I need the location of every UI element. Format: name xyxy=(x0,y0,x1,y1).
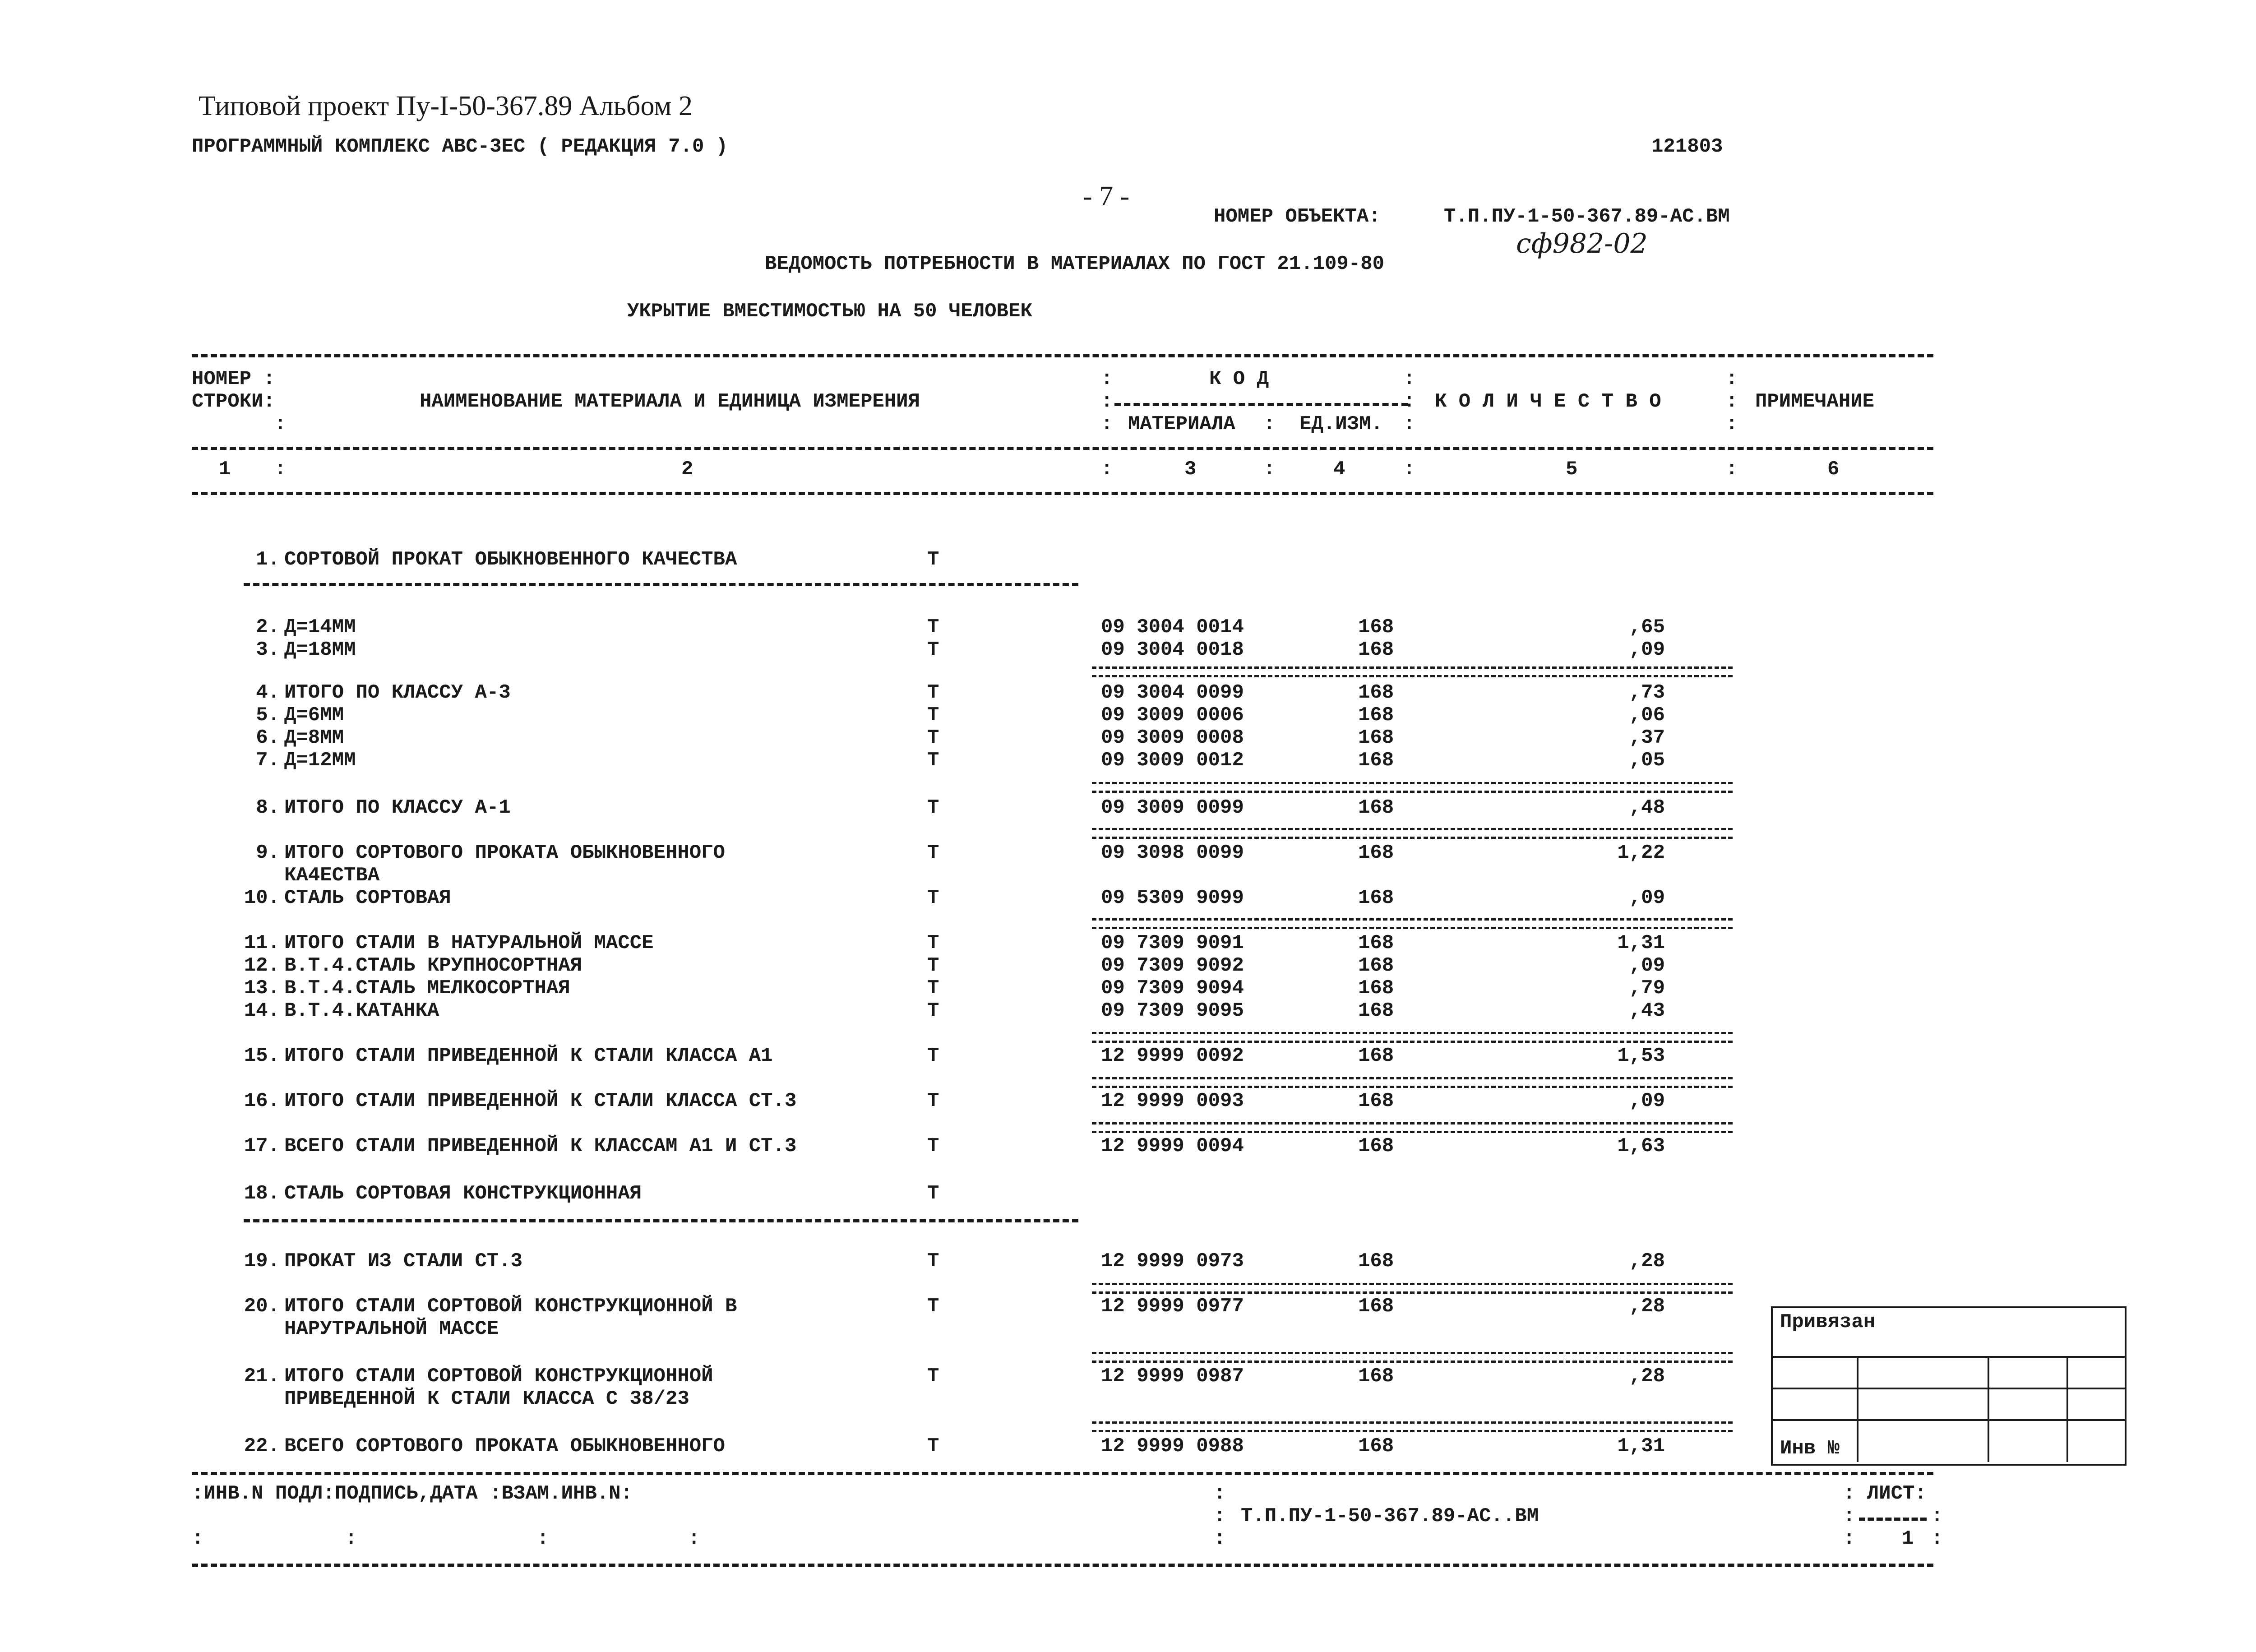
unit-code: 168 xyxy=(1358,704,1394,727)
material-name: Д=14ММ xyxy=(284,616,356,639)
unit-of-measure: Т xyxy=(927,887,939,909)
unit-of-measure: Т xyxy=(927,1182,939,1205)
row-number: 16. xyxy=(244,1090,280,1112)
column-name: НАИМЕНОВАНИЕ МАТЕРИАЛА И ЕДИНИЦА ИЗМЕРЕНИЯ xyxy=(420,390,920,413)
column-number-5: 5 xyxy=(1566,458,1578,481)
subtotal-rule xyxy=(1092,1077,1733,1088)
row-number: 8. xyxy=(256,796,280,819)
column-unit: ЕД.ИЗМ. xyxy=(1299,413,1383,435)
subtotal-rule xyxy=(1092,1032,1733,1043)
subtotal-rule xyxy=(1092,828,1733,839)
code-divider xyxy=(1114,403,1408,406)
subtotal-rule xyxy=(1092,782,1733,793)
material-code: 12 9999 0977 xyxy=(1101,1295,1244,1318)
column-separator: : xyxy=(1214,1527,1226,1550)
quantity-value: ,43 xyxy=(1629,1000,1665,1022)
unit-of-measure: Т xyxy=(927,681,939,704)
handwritten-code: сф982-02 xyxy=(1516,228,1648,259)
unit-code: 168 xyxy=(1358,681,1394,704)
column-separator: : xyxy=(1101,390,1113,413)
column-separator: : xyxy=(345,1527,357,1550)
column-separator: : xyxy=(274,413,287,435)
unit-of-measure: Т xyxy=(927,1090,939,1112)
unit-code: 168 xyxy=(1358,1135,1394,1157)
material-code: 12 9999 0973 xyxy=(1101,1250,1244,1273)
row-number: 22. xyxy=(244,1435,280,1458)
unit-code: 168 xyxy=(1358,1045,1394,1067)
material-code: 09 3004 0018 xyxy=(1101,639,1244,661)
column-separator: : xyxy=(1843,1505,1855,1527)
column-separator: : xyxy=(1101,413,1113,435)
row-number: 21. xyxy=(244,1365,280,1388)
column-number-6: 6 xyxy=(1827,458,1840,481)
signature-fields: :ИНВ.N ПОДЛ:ПОДПИСЬ,ДАТА :ВЗАМ.ИНВ.N: xyxy=(192,1482,633,1505)
row-number: 1. xyxy=(256,548,280,571)
material-code: 09 3009 0099 xyxy=(1101,796,1244,819)
stamp-line xyxy=(1771,1388,2125,1389)
quantity-value: ,09 xyxy=(1629,639,1665,661)
material-code: 09 5309 9099 xyxy=(1101,887,1244,909)
sheet-label: : ЛИСТ: xyxy=(1843,1482,1927,1505)
row-number: 2. xyxy=(256,616,280,639)
row-number: 7. xyxy=(256,749,280,772)
column-separator: : xyxy=(1263,458,1276,481)
row-number: 15. xyxy=(244,1045,280,1067)
column-separator: : xyxy=(537,1527,549,1550)
quantity-value: ,06 xyxy=(1629,704,1665,727)
unit-code: 168 xyxy=(1358,842,1394,864)
unit-of-measure: Т xyxy=(927,616,939,639)
header-bottom-rule xyxy=(192,492,1933,495)
unit-code: 168 xyxy=(1358,1250,1394,1273)
material-code: 12 9999 0988 xyxy=(1101,1435,1244,1458)
material-code: 09 3004 0099 xyxy=(1101,681,1244,704)
row-number: 5. xyxy=(256,704,280,727)
material-code: 12 9999 0093 xyxy=(1101,1090,1244,1112)
unit-code: 168 xyxy=(1358,954,1394,977)
unit-of-measure: Т xyxy=(927,639,939,661)
unit-code: 168 xyxy=(1358,616,1394,639)
unit-code: 168 xyxy=(1358,749,1394,772)
material-name: В.Т.4.СТАЛЬ КРУПНОСОРТНАЯ xyxy=(284,954,582,977)
material-code: 09 7309 9095 xyxy=(1101,1000,1244,1022)
unit-code: 168 xyxy=(1358,1295,1394,1318)
material-name: ПРОКАТ ИЗ СТАЛИ СТ.3 xyxy=(284,1250,523,1273)
column-quantity: К О Л И Ч Е С Т В О xyxy=(1435,390,1661,413)
sheet-divider xyxy=(1859,1518,1927,1521)
row-number: 10. xyxy=(244,887,280,909)
column-material: МАТЕРИАЛА xyxy=(1128,413,1235,435)
stamp-line xyxy=(1771,1356,2125,1358)
quantity-value: ,09 xyxy=(1629,887,1665,909)
stamp-line xyxy=(1857,1356,1858,1462)
unit-of-measure: Т xyxy=(927,1295,939,1318)
quantity-value: ,65 xyxy=(1629,616,1665,639)
row-number: 14. xyxy=(244,1000,280,1022)
column-separator: : xyxy=(1403,458,1415,481)
quantity-value: ,09 xyxy=(1629,1090,1665,1112)
quantity-value: ,79 xyxy=(1629,977,1665,1000)
material-name: ИТОГО ПО КЛАССУ А-3 xyxy=(284,681,511,704)
unit-of-measure: Т xyxy=(927,1435,939,1458)
column-separator: : xyxy=(1101,458,1113,481)
material-code: 12 9999 0987 xyxy=(1101,1365,1244,1388)
column-separator: : xyxy=(1403,413,1415,435)
quantity-value: ,48 xyxy=(1629,796,1665,819)
unit-of-measure: Т xyxy=(927,727,939,749)
subtotal-rule xyxy=(1092,1421,1733,1432)
material-code: 09 7309 9094 xyxy=(1101,977,1244,1000)
stamp-title: Привязан xyxy=(1780,1311,1876,1333)
material-name: Д=12ММ xyxy=(284,749,356,772)
material-name: СТАЛЬ СОРТОВАЯ КОНСТРУКЦИОННАЯ xyxy=(284,1182,642,1205)
column-row-no-1: НОМЕР : xyxy=(192,368,275,390)
quantity-value: 1,31 xyxy=(1617,1435,1665,1458)
unit-of-measure: Т xyxy=(927,749,939,772)
column-code: К О Д xyxy=(1209,368,1269,390)
column-separator: : xyxy=(1403,390,1415,413)
unit-of-measure: Т xyxy=(927,842,939,864)
material-name: Д=8ММ xyxy=(284,727,344,749)
material-code: 12 9999 0094 xyxy=(1101,1135,1244,1157)
material-name: ИТОГО СТАЛИ ПРИВЕДЕННОЙ К СТАЛИ КЛАССА А1 xyxy=(284,1045,773,1067)
column-separator: : xyxy=(1403,368,1415,390)
material-code: 09 3009 0008 xyxy=(1101,727,1244,749)
column-separator: : xyxy=(274,458,287,481)
unit-of-measure: Т xyxy=(927,1045,939,1067)
material-name: ВСЕГО СТАЛИ ПРИВЕДЕННОЙ К КЛАССАМ А1 И СТ.3 xyxy=(284,1135,797,1157)
row-number: 18. xyxy=(244,1182,280,1205)
typical-project-line: Типовой проект Пу-I-50-367.89 Альбом 2 xyxy=(199,91,693,121)
column-separator: : xyxy=(688,1527,700,1550)
unit-code: 168 xyxy=(1358,887,1394,909)
row-number: 9. xyxy=(256,842,280,864)
footer-doc-code: Т.П.ПУ-1-50-367.89-АС..ВМ xyxy=(1241,1505,1539,1527)
page-number: - 7 - xyxy=(1083,181,1130,212)
quantity-value: ,05 xyxy=(1629,749,1665,772)
subtotal-rule xyxy=(1092,1283,1733,1294)
row-number: 12. xyxy=(244,954,280,977)
material-code: 09 3009 0006 xyxy=(1101,704,1244,727)
column-separator: : xyxy=(1726,413,1738,435)
quantity-value: ,28 xyxy=(1629,1365,1665,1388)
unit-code: 168 xyxy=(1358,1435,1394,1458)
column-number-4: 4 xyxy=(1333,458,1345,481)
quantity-value: 1,31 xyxy=(1617,932,1665,954)
row-number: 20. xyxy=(244,1295,280,1318)
unit-of-measure: Т xyxy=(927,704,939,727)
unit-code: 168 xyxy=(1358,639,1394,661)
column-separator: : xyxy=(1263,413,1276,435)
section-underline xyxy=(244,1219,1078,1222)
column-note: ПРИМЕЧАНИЕ xyxy=(1755,390,1875,413)
material-code: 12 9999 0092 xyxy=(1101,1045,1244,1067)
row-number: 13. xyxy=(244,977,280,1000)
material-name: ВСЕГО СОРТОВОГО ПРОКАТА ОБЫКНОВЕННОГО xyxy=(284,1435,725,1458)
unit-code: 168 xyxy=(1358,796,1394,819)
stamp-line xyxy=(1771,1419,2125,1421)
object-value: Т.П.ПУ-1-50-367.89-АС.ВМ xyxy=(1444,205,1730,228)
quantity-value: 1,53 xyxy=(1617,1045,1665,1067)
quantity-value: ,09 xyxy=(1629,954,1665,977)
row-number: 11. xyxy=(244,932,280,954)
stamp-inv: Инв № xyxy=(1780,1437,1840,1460)
material-code: 09 7309 9091 xyxy=(1101,932,1244,954)
unit-of-measure: Т xyxy=(927,548,939,571)
unit-of-measure: Т xyxy=(927,932,939,954)
quantity-value: 1,63 xyxy=(1617,1135,1665,1157)
column-separator: : xyxy=(1726,390,1738,413)
material-name: Д=6ММ xyxy=(284,704,344,727)
unit-code: 168 xyxy=(1358,1000,1394,1022)
material-name: ИТОГО СОРТОВОГО ПРОКАТА ОБЫКНОВЕННОГО xyxy=(284,842,725,864)
material-name-continued: ПРИВЕДЕННОЙ К СТАЛИ КЛАССА С 38/23 xyxy=(284,1388,689,1410)
material-name: ИТОГО СТАЛИ СОРТОВОЙ КОНСТРУКЦИОННОЙ xyxy=(284,1365,713,1388)
object-label: НОМЕР ОБЪЕКТА: xyxy=(1214,205,1381,228)
subtotal-rule xyxy=(1092,918,1733,929)
quantity-value: 1,22 xyxy=(1617,842,1665,864)
column-separator: : xyxy=(1101,368,1113,390)
material-name: ИТОГО ПО КЛАССУ А-1 xyxy=(284,796,511,819)
quantity-value: ,28 xyxy=(1629,1295,1665,1318)
column-number-2: 2 xyxy=(681,458,693,481)
row-number: 17. xyxy=(244,1135,280,1157)
row-number: 3. xyxy=(256,639,280,661)
material-name: В.Т.4.КАТАНКА xyxy=(284,1000,439,1022)
unit-code: 168 xyxy=(1358,977,1394,1000)
column-row-no-2: СТРОКИ: xyxy=(192,390,275,413)
stamp-line xyxy=(1988,1356,1989,1462)
unit-of-measure: Т xyxy=(927,1250,939,1273)
header-mid-rule xyxy=(192,447,1933,450)
column-number-1: 1 xyxy=(219,458,231,481)
column-separator: : xyxy=(192,1527,204,1550)
row-number: 4. xyxy=(256,681,280,704)
material-name-continued: НАРУТРАЛЬНОЙ МАССЕ xyxy=(284,1318,499,1340)
column-separator: : xyxy=(1931,1505,1943,1527)
quantity-value: ,37 xyxy=(1629,727,1665,749)
material-name: ИТОГО СТАЛИ ПРИВЕДЕННОЙ К СТАЛИ КЛАССА СТ.3 xyxy=(284,1090,797,1112)
material-name: Д=18ММ xyxy=(284,639,356,661)
unit-code: 168 xyxy=(1358,1365,1394,1388)
unit-of-measure: Т xyxy=(927,977,939,1000)
material-name-continued: КА4ЕСТВА xyxy=(284,864,380,887)
unit-of-measure: Т xyxy=(927,1000,939,1022)
column-separator: : xyxy=(1931,1527,1943,1550)
sheet-number: 1 xyxy=(1902,1527,1914,1550)
row-number: 19. xyxy=(244,1250,280,1273)
page-subtitle: УКРЫТИЕ ВМЕСТИМОСТЬЮ НА 50 ЧЕЛОВЕК xyxy=(627,300,1032,323)
page-title: ВЕДОМОСТЬ ПОТРЕБНОСТИ В МАТЕРИАЛАХ ПО ГОСТ 21.109-80 xyxy=(765,253,1385,275)
material-code: 09 7309 9092 xyxy=(1101,954,1244,977)
footer-bottom-rule xyxy=(192,1564,1933,1567)
stamp-line xyxy=(2066,1356,2068,1462)
unit-of-measure: Т xyxy=(927,1135,939,1157)
column-separator: : xyxy=(1726,368,1738,390)
material-name: ИТОГО СТАЛИ СОРТОВОЙ КОНСТРУКЦИОННОЙ В xyxy=(284,1295,737,1318)
section-underline xyxy=(244,583,1078,586)
header-top-rule xyxy=(192,354,1933,357)
column-separator: : xyxy=(1214,1505,1226,1527)
unit-of-measure: Т xyxy=(927,954,939,977)
quantity-value: ,73 xyxy=(1629,681,1665,704)
subtotal-rule xyxy=(1092,1352,1733,1363)
column-separator: : xyxy=(1726,458,1738,481)
unit-code: 168 xyxy=(1358,727,1394,749)
program-line: ПРОГРАММНЫЙ КОМПЛЕКС АВС-3ЕС ( РЕДАКЦИЯ 7.0 ) xyxy=(192,135,728,158)
material-code: 09 3098 0099 xyxy=(1101,842,1244,864)
subtotal-rule xyxy=(1092,666,1733,677)
footer-top-rule xyxy=(192,1472,1933,1475)
unit-of-measure: Т xyxy=(927,796,939,819)
subtotal-rule xyxy=(1092,1122,1733,1133)
material-code: 09 3004 0014 xyxy=(1101,616,1244,639)
unit-of-measure: Т xyxy=(927,1365,939,1388)
row-number: 6. xyxy=(256,727,280,749)
unit-code: 168 xyxy=(1358,932,1394,954)
column-separator: : xyxy=(1843,1527,1855,1550)
material-name: ИТОГО СТАЛИ В НАТУРАЛЬНОЙ МАССЕ xyxy=(284,932,654,954)
material-name: СТАЛЬ СОРТОВАЯ xyxy=(284,887,451,909)
document-code: 121803 xyxy=(1651,135,1723,158)
material-code: 09 3009 0012 xyxy=(1101,749,1244,772)
column-separator: : xyxy=(1214,1482,1226,1505)
column-number-3: 3 xyxy=(1184,458,1197,481)
material-name: СОРТОВОЙ ПРОКАТ ОБЫКНОВЕННОГО КАЧЕСТВА xyxy=(284,548,737,571)
unit-code: 168 xyxy=(1358,1090,1394,1112)
material-name: В.Т.4.СТАЛЬ МЕЛКОСОРТНАЯ xyxy=(284,977,570,1000)
quantity-value: ,28 xyxy=(1629,1250,1665,1273)
